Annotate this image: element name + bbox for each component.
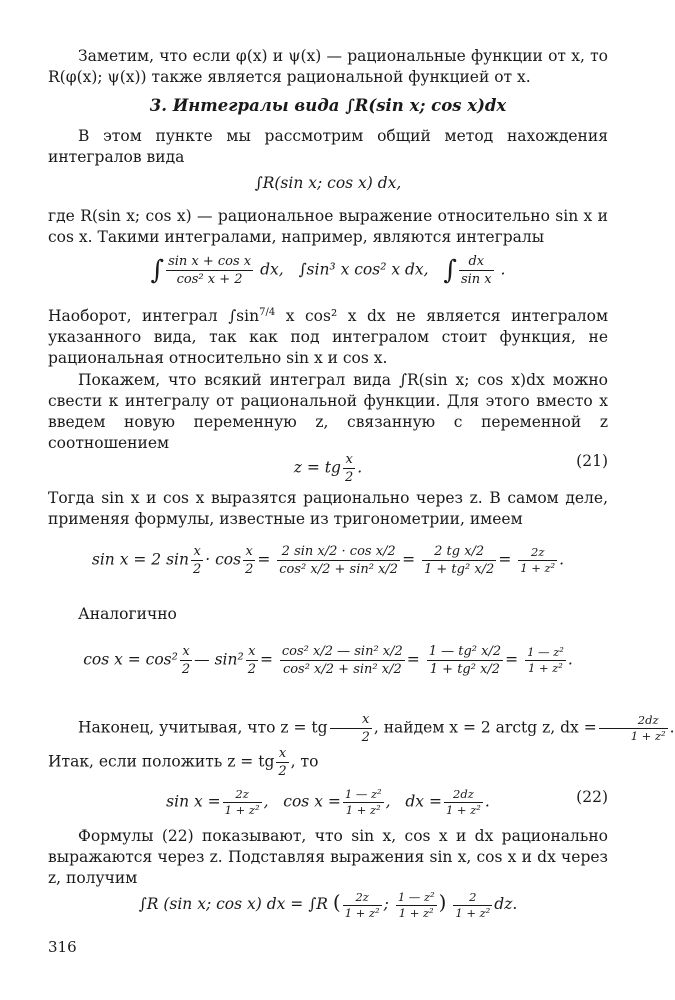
eq22-cos-label: cos x = — [283, 792, 341, 811]
eq22-dx-denominator: 1 + z² — [445, 803, 481, 817]
sin-fraction3-denominator: 1 + z² — [520, 561, 556, 575]
section-title: 3. Интегралы вида ∫R(sin x; cos x)dx — [149, 96, 507, 115]
example1-denominator: cos² x + 2 — [176, 272, 243, 287]
eq22-dx-label: dx = — [405, 792, 442, 811]
final-denominator1: 1 + z² — [344, 905, 380, 920]
example3-denominator: sin x — [460, 272, 492, 287]
paragraph-intro: В этом пункте мы рассмотрим общий метод нахождения интегралов вида — [48, 127, 608, 166]
final-denominator2: 1 + z² — [398, 905, 434, 920]
eq22-sin-numerator: 2z — [223, 788, 262, 803]
formula-final: ∫R (sin x; cos x) dx = ∫R ( $\frac{2z}{\text{1 + z²}}$ ; $\frac{\text{1 — z²}}{\text{1 + z²}}$ ) $\frac{2}{\text{1 + z²}}$ dz. — [138, 889, 518, 920]
cos-fraction3-denominator: 1 + z² — [527, 661, 563, 675]
page-number: 316 — [48, 938, 77, 956]
cos-fraction1-numerator: cos² x/2 — sin² x/2 — [281, 644, 403, 659]
example1-numerator: sin x + cos x — [168, 254, 252, 269]
sin-mid: · cos — [205, 550, 242, 569]
example2: ∫sin³ x cos² x dx, — [298, 260, 429, 279]
dx-numerator: 2dz — [599, 714, 668, 729]
sin-fraction2-numerator: 2 tg x/2 — [422, 544, 496, 561]
equation-number-22: (22) — [576, 788, 608, 806]
eq21-denominator: 2 — [344, 470, 354, 485]
paragraph-counterexample — [48, 302, 608, 369]
formula-general-integral: ∫R(sin x; cos x) dx, — [254, 174, 402, 192]
counterexample-start: Наоборот, интеграл ∫sin — [48, 307, 260, 326]
cos-fraction3-numerator: 1 — z² — [527, 645, 564, 659]
example3-numerator: dx — [459, 254, 494, 271]
dx-denominator: 1 + z² — [630, 729, 666, 743]
so-if-start: Итак, если положить z = tg — [48, 752, 275, 771]
paragraph-where-r: где R(sin x; cos x) — рациональное выражение относительно sin x и cos x. Такими интегралами, например, являются интегралы — [48, 207, 608, 246]
paragraph-formulas-show: Формулы (22) показывают, что sin x, cos x и dx рационально выражаются через z. Подставляя выражения sin x, cos x и dx через z, получим — [48, 827, 608, 887]
paragraph-then: Тогда sin x и cos x выразятся рационально через z. В самом деле, применяя формулы, известные из тригонометрии, имеем — [48, 489, 608, 528]
sin-lhs: sin x = 2 sin — [91, 550, 189, 569]
formula-examples: ∫ $\frac{\text{sin x + cos x}}{\text{cos² x + 2}}$ dx, ∫sin³ x cos² x dx, ∫ $\frac{dx}{\text{sin x}}$ . — [150, 254, 506, 287]
eq22-cos-numerator: 1 — z² — [344, 787, 382, 801]
eq21-numerator: x — [343, 452, 355, 469]
example1-tail: dx, — [260, 260, 284, 279]
final-lhs: ∫R (sin x; cos x) dx = ∫R — [138, 895, 328, 913]
paragraph-finally: Наконец, учитывая, что z = tg $\frac{x}{2}$ , найдем x = 2 arctg z, dx = $\frac{2dz}{\text{1 + z²}}$ . — [78, 712, 675, 745]
cos-fraction1-denominator: cos² x/2 + sin² x/2 — [282, 662, 402, 677]
eq22-cos-denominator: 1 + z² — [345, 803, 381, 817]
cos-lhs: cos x = cos² — [83, 650, 178, 669]
text-analogously: Аналогично — [78, 605, 177, 623]
counterexample-exponent: 7/4 — [259, 307, 276, 318]
paragraph-so-if: Итак, если положить z = tg $\frac{x}{2}$ , то — [48, 746, 319, 779]
final-denominator3: 1 + z² — [455, 905, 491, 920]
final-numerator3: 2 — [453, 891, 492, 906]
final-numerator1: 2z — [343, 891, 382, 906]
finally-middle: , найдем x = 2 arctg z, dx = — [373, 718, 597, 737]
equation-21: z = tg $\frac{x}{2}$ . (21) — [293, 452, 608, 485]
counterexample-rest: x cos² x dx не является интегралом указанного вида, так как под интегралом стоит функция, не рациональная относительно sin x и cos x. — [48, 307, 609, 368]
sin-fraction1-denominator: cos² x/2 + sin² x/2 — [279, 562, 399, 577]
formula-sin-x: sin x = 2 sin $\frac{x}{2}$ · cos $\frac{x}{2}$ = $\frac{\text{2 sin x/2 · cos x/2}}{\text{cos² x/2 + sin² x/2}}$ = $\frac{\text{2 tg x/2}}{\text{1 + tg² x/2}}$ = $\frac{2z}{\text{1 + z²}}$ . — [91, 544, 565, 577]
final-tail: dz. — [494, 895, 518, 913]
equation-number-21: (21) — [576, 452, 608, 470]
eq22-sin-denominator: 1 + z² — [224, 803, 260, 817]
so-if-end: , то — [290, 752, 319, 771]
eq22-sin-label: sin x = — [166, 792, 221, 811]
finally-start: Наконец, учитывая, что z = tg — [78, 718, 328, 737]
formula-cos-x: cos x = cos² $\frac{x}{2}$ — sin² $\frac{x}{2}$ = $\frac{\text{cos² x/2 — sin² x/2}}{\text{cos² x/2 + sin² x/2}}$ = $\frac{\text{1 — tg² x/2}}{\text{1 + tg² x/2}}$ = $\frac{\text{1 — z²}}{\text{1 + z²}}$ . — [83, 644, 573, 677]
cos-fraction2-numerator: 1 — tg² x/2 — [428, 644, 502, 659]
cos-mid: — sin² — [194, 650, 244, 669]
sin-fraction1-numerator: 2 sin x/2 · cos x/2 — [277, 544, 400, 561]
equation-22: sin x = $\frac{2z}{\text{1 + z²}}$ , cos x = $\frac{\text{1 — z²}}{\text{1 + z²}}$ , dx = $\frac{2dz}{\text{1 + z²}}$ . (22) — [166, 787, 608, 817]
final-numerator2: 1 — z² — [397, 889, 435, 904]
eq22-dx-numerator: 2dz — [444, 788, 483, 803]
cos-fraction2-denominator: 1 + tg² x/2 — [429, 662, 501, 677]
paragraph-substitution: Покажем, что всякий интеграл вида ∫R(sin x; cos x)dx можно свести к интегралу от рациональной функции. Для этого вместо x введем новую переменную z, связанную с переменной z соотношением — [48, 371, 608, 452]
paragraph-rational-functions: Заметим, что если φ(x) и ψ(x) — рациональные функции от x, то R(φ(x); ψ(x)) также является рациональной функцией от x. — [48, 47, 608, 86]
sin-fraction2-denominator: 1 + tg² x/2 — [424, 562, 495, 577]
eq21-lhs: z = tg — [293, 458, 341, 477]
sin-fraction3-numerator: 2z — [518, 546, 557, 561]
